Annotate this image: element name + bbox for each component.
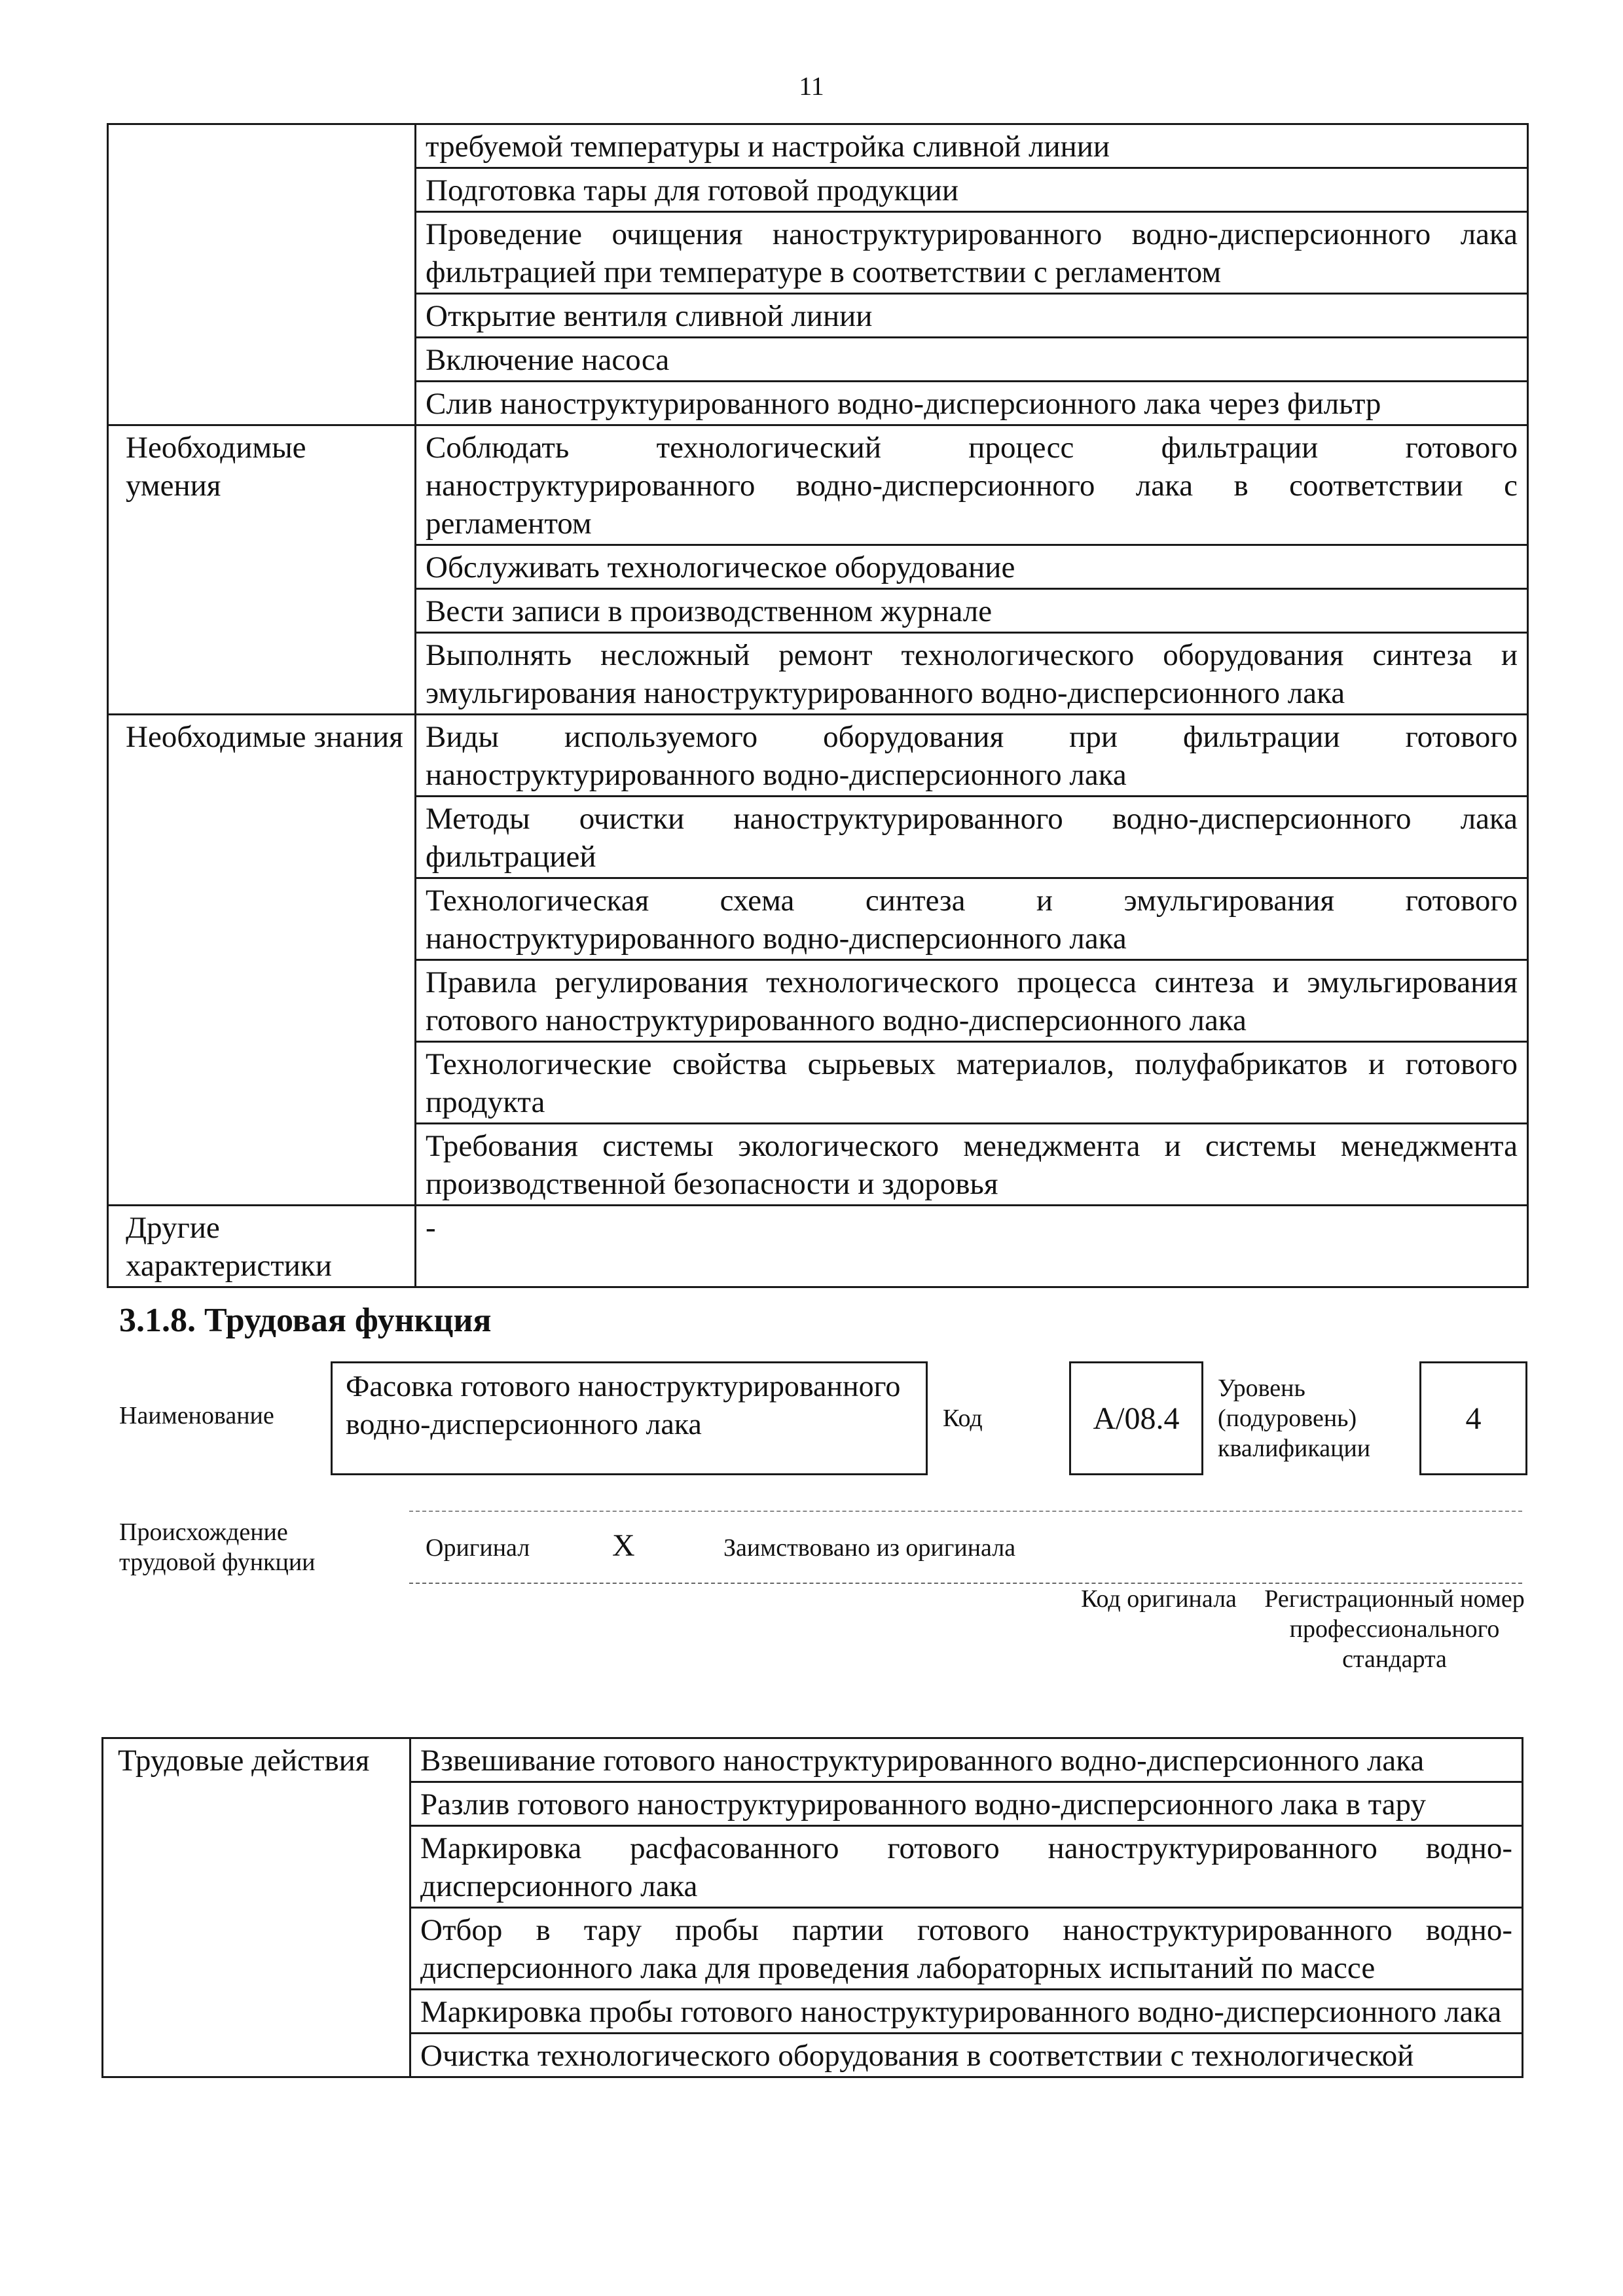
list-item: Виды используемого оборудования при фильтрации готового наноструктурированного водно-дисперсионного лака — [416, 715, 1528, 797]
code-value: А/08.4 — [1093, 1401, 1180, 1436]
name-label: Наименование — [119, 1402, 274, 1429]
row-label-knowledge: Необходимые знания — [108, 715, 416, 1206]
row-label-skills: Необходимые умения — [108, 425, 416, 715]
original-mark: X — [612, 1528, 635, 1563]
borrowed-label: Заимствовано из оригинала — [723, 1534, 1016, 1562]
list-item: Разлив готового наноструктурированного водно-дисперсионного лака в тару — [410, 1782, 1523, 1826]
list-item: Слив наноструктурированного водно-дисперсионного лака через фильтр — [416, 382, 1528, 425]
origin-top-divider — [409, 1511, 1522, 1512]
code-value-box — [1069, 1361, 1203, 1475]
list-item: Соблюдать технологический процесс фильтрации готового наноструктурированного водно-дисперсионного лака в соответствии с регламентом — [416, 425, 1528, 545]
original-label: Оригинал — [426, 1534, 530, 1562]
list-item: Включение насоса — [416, 338, 1528, 382]
section-title: 3.1.8. Трудовая функция — [119, 1302, 492, 1339]
row-label — [108, 124, 416, 425]
list-item: Отбор в тару пробы партии готового наноструктурированного водно-дисперсионного лака для проведения лабораторных испытаний по массе — [410, 1908, 1523, 1990]
list-item: Обслуживать технологическое оборудование — [416, 545, 1528, 589]
labor-actions-table — [101, 1737, 1523, 2078]
list-item: Очистка технологического оборудования в соответствии с технологической — [410, 2034, 1523, 2077]
code-label: Код — [943, 1405, 983, 1432]
list-item: Маркировка расфасованного готового наноструктурированного водно-дисперсионного лака — [410, 1826, 1523, 1908]
list-item: Выполнять несложный ремонт технологического оборудования синтеза и эмульгирования наноструктурированного водно-дисперсионного лака — [416, 633, 1528, 715]
page-number: 11 — [799, 71, 824, 101]
origin-label: Происхождение трудовой функции — [119, 1518, 316, 1576]
list-item: Маркировка пробы готового наноструктурированного водно-дисперсионного лака — [410, 1990, 1523, 2034]
list-item: Подготовка тары для готовой продукции — [416, 168, 1528, 212]
level-label: Уровень (подуровень) квалификации — [1218, 1374, 1371, 1462]
table-row — [108, 715, 1528, 797]
list-item: Правила регулирования технологического процесса синтеза и эмульгирования готового наноструктурированного водно-дисперсионного лака — [416, 960, 1528, 1042]
table-row — [108, 1206, 1528, 1287]
reg-number-caption: Регистрационный номер профессионального стандарта — [1264, 1585, 1525, 1673]
table-row — [108, 425, 1528, 545]
list-item: Вести записи в производственном журнале — [416, 589, 1528, 633]
list-item: - — [416, 1206, 1528, 1287]
list-item: Проведение очищения наноструктурированного водно-дисперсионного лака фильтрацией при температуре в соответствии с регламентом — [416, 212, 1528, 294]
function-name-value: Фасовка готового наноструктурированного водно-дисперсионного лака — [346, 1369, 901, 1441]
list-item: Взвешивание готового наноструктурированного водно-дисперсионного лака — [410, 1738, 1523, 1782]
list-item: Требования системы экологического менеджмента и системы менеджмента производственной безопасности и здоровья — [416, 1124, 1528, 1206]
table-row — [103, 1738, 1523, 1782]
list-item: Технологические свойства сырьевых материалов, полуфабрикатов и готового продукта — [416, 1042, 1528, 1124]
list-item: Технологическая схема синтеза и эмульгирования готового наноструктурированного водно-дисперсионного лака — [416, 878, 1528, 960]
level-value-box — [1419, 1361, 1527, 1475]
origin-code-caption: Код оригинала — [1081, 1585, 1237, 1613]
row-label-other: Другие характеристики — [108, 1206, 416, 1287]
list-item: Открытие вентиля сливной линии — [416, 294, 1528, 338]
table-row — [108, 124, 1528, 168]
competency-table — [107, 123, 1529, 1288]
function-name-box — [331, 1361, 928, 1475]
list-item: требуемой температуры и настройка сливной линии — [416, 124, 1528, 168]
list-item: Методы очистки наноструктурированного водно-дисперсионного лака фильтрацией — [416, 797, 1528, 878]
level-value: 4 — [1465, 1401, 1482, 1436]
row-label-actions: Трудовые действия — [103, 1738, 410, 2077]
